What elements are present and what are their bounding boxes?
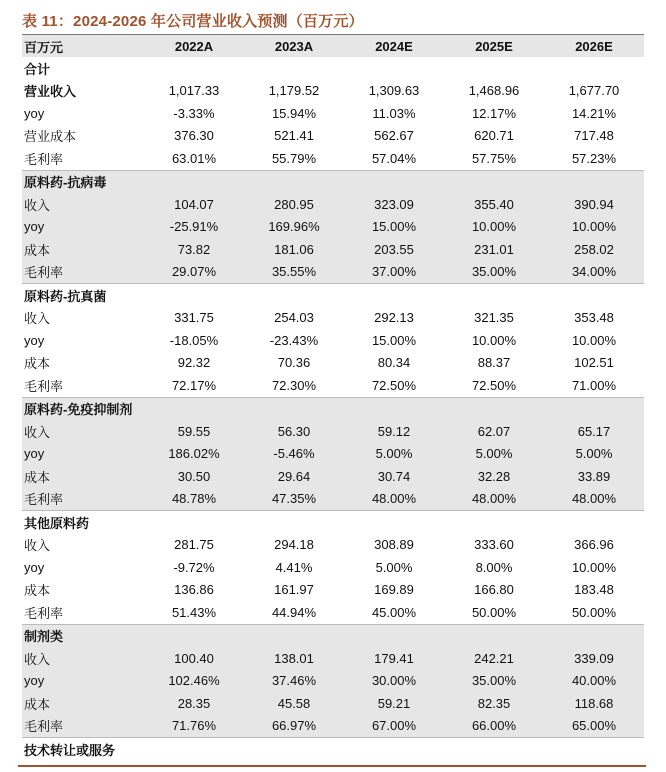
table-header-row <box>22 34 644 57</box>
row-value: 37.00% <box>371 264 417 280</box>
row-value: 102.51 <box>574 355 614 371</box>
row-value: 280.95 <box>274 196 314 212</box>
header-2025e: 2025E <box>475 38 513 54</box>
row-value: 28.35 <box>177 695 211 711</box>
row-value: 562.67 <box>374 128 414 144</box>
row-value: 48.00% <box>371 491 417 507</box>
header-unit: 百万元 <box>24 39 64 55</box>
section-name: 技术转让或服务 <box>24 742 116 758</box>
row-value: 179.41 <box>374 650 414 666</box>
table-row <box>22 216 644 239</box>
row-value: 242.21 <box>474 650 514 666</box>
table-row <box>22 420 644 443</box>
header-2023a: 2023A <box>274 38 314 54</box>
row-value: 55.79% <box>271 150 317 166</box>
row-value: 29.64 <box>277 468 311 484</box>
row-value: 104.07 <box>174 196 214 212</box>
row-value: 203.55 <box>374 241 414 257</box>
row-value: 66.00% <box>471 718 517 734</box>
section-header-row <box>22 737 644 761</box>
section-name: 原料药-免疫抑制剂 <box>24 402 133 418</box>
row-value: 169.89 <box>374 582 414 598</box>
row-value: 15.00% <box>371 219 417 235</box>
row-value: 1,179.52 <box>268 83 320 99</box>
header-2026e: 2026E <box>575 38 613 54</box>
row-value: 29.07% <box>171 264 217 280</box>
table-row <box>22 125 644 148</box>
row-value: 12.17% <box>471 105 517 121</box>
row-value: 30.74 <box>377 468 411 484</box>
section-header-row <box>22 624 644 648</box>
row-value: -3.33% <box>173 105 215 121</box>
row-value: 5.00% <box>475 446 513 462</box>
row-value: 50.00% <box>571 604 617 620</box>
row-value: 57.23% <box>571 150 617 166</box>
row-value: 323.09 <box>374 196 414 212</box>
table-row <box>22 692 644 715</box>
row-value: 521.41 <box>274 128 314 144</box>
section-name: 制剂类 <box>24 629 64 645</box>
row-value: 4.41% <box>275 559 313 575</box>
row-value: 8.00% <box>475 559 513 575</box>
row-label: 毛利率 <box>24 719 64 735</box>
row-value: 70.36 <box>277 355 311 371</box>
row-value: 48.00% <box>471 491 517 507</box>
row-value: 166.80 <box>474 582 514 598</box>
row-label: 收入 <box>24 651 51 667</box>
section-name: 其他原料药 <box>24 515 90 531</box>
row-value: 59.55 <box>177 423 211 439</box>
row-value: 376.30 <box>174 128 214 144</box>
row-value: 5.00% <box>375 446 413 462</box>
row-value: 57.04% <box>371 150 417 166</box>
row-value: 5.00% <box>575 446 613 462</box>
row-value: -5.46% <box>273 446 315 462</box>
table-row <box>22 534 644 557</box>
header-2024e: 2024E <box>375 38 413 54</box>
row-value: 71.76% <box>171 718 217 734</box>
row-value: 72.50% <box>471 377 517 393</box>
row-value: 56.30 <box>277 423 311 439</box>
row-value: 294.18 <box>274 537 314 553</box>
row-value: 57.75% <box>471 150 517 166</box>
row-label: 收入 <box>24 197 51 213</box>
row-label: yoy <box>24 332 45 348</box>
row-value: 169.96% <box>268 219 320 235</box>
row-label: 营业成本 <box>24 129 77 145</box>
row-label: 成本 <box>24 356 51 372</box>
row-value: 1,017.33 <box>168 83 220 99</box>
row-label: 毛利率 <box>24 265 64 281</box>
table-row <box>22 670 644 693</box>
row-value: 72.17% <box>171 377 217 393</box>
section-name: 合计 <box>24 61 51 77</box>
table-row <box>22 147 644 170</box>
row-value: 186.02% <box>168 446 220 462</box>
row-value: 10.00% <box>471 332 517 348</box>
table-row <box>22 238 644 261</box>
table-row <box>22 193 644 216</box>
row-value: 1,309.63 <box>368 83 420 99</box>
row-value: 32.28 <box>477 468 511 484</box>
row-value: 65.17 <box>577 423 611 439</box>
row-value: 37.46% <box>271 673 317 689</box>
row-value: 44.94% <box>271 604 317 620</box>
row-value: 390.94 <box>574 196 614 212</box>
row-label: 毛利率 <box>24 492 64 508</box>
table-body <box>22 57 644 761</box>
row-value: 118.68 <box>574 695 614 711</box>
row-value: 35.00% <box>471 673 517 689</box>
table-row <box>22 307 644 330</box>
table-row <box>22 80 644 103</box>
row-label: yoy <box>24 446 45 462</box>
section-header-row <box>22 170 644 194</box>
row-label: 收入 <box>24 311 51 327</box>
row-value: 88.37 <box>477 355 511 371</box>
row-label: 成本 <box>24 696 51 712</box>
table-row <box>22 261 644 284</box>
row-value: 10.00% <box>571 219 617 235</box>
table-row <box>22 443 644 466</box>
row-value: 33.89 <box>577 468 611 484</box>
row-value: -18.05% <box>169 332 219 348</box>
table-row <box>22 352 644 375</box>
row-value: 281.75 <box>174 537 214 553</box>
row-label: 毛利率 <box>24 151 64 167</box>
row-value: 50.00% <box>471 604 517 620</box>
row-value: 10.00% <box>571 332 617 348</box>
row-value: -23.43% <box>269 332 319 348</box>
row-value: 30.50 <box>177 468 211 484</box>
row-value: 100.40 <box>174 650 214 666</box>
row-value: 11.03% <box>372 105 416 121</box>
section-header-row <box>22 510 644 534</box>
table-row <box>22 374 644 397</box>
row-value: 59.12 <box>377 423 411 439</box>
row-value: 30.00% <box>371 673 417 689</box>
row-value: 45.58 <box>277 695 311 711</box>
section-header-row <box>22 57 644 80</box>
row-value: 183.48 <box>574 582 614 598</box>
row-value: 45.00% <box>371 604 417 620</box>
row-value: 353.48 <box>574 310 614 326</box>
section-name: 原料药-抗真菌 <box>24 288 107 304</box>
row-value: 62.07 <box>477 423 511 439</box>
row-value: 80.34 <box>377 355 411 371</box>
table-row <box>22 715 644 738</box>
row-label: 收入 <box>24 538 51 554</box>
row-value: 1,468.96 <box>468 83 520 99</box>
row-value: 65.00% <box>571 718 617 734</box>
section-header-row <box>22 283 644 307</box>
row-value: 35.55% <box>271 264 317 280</box>
row-value: 1,677.70 <box>568 83 620 99</box>
row-value: 51.43% <box>171 604 217 620</box>
row-value: 47.35% <box>271 491 317 507</box>
row-value: 92.32 <box>177 355 211 371</box>
forecast-table <box>22 34 644 761</box>
table-row <box>22 556 644 579</box>
row-value: 35.00% <box>471 264 517 280</box>
row-value: 181.06 <box>274 241 314 257</box>
row-value: 717.48 <box>574 128 614 144</box>
row-value: 73.82 <box>177 241 211 257</box>
table-row <box>22 579 644 602</box>
row-value: -25.91% <box>169 219 219 235</box>
row-value: 620.71 <box>474 128 514 144</box>
row-value: 138.01 <box>274 650 314 666</box>
row-value: 258.02 <box>574 241 614 257</box>
row-value: 71.00% <box>571 377 617 393</box>
row-label: 收入 <box>24 424 51 440</box>
section-name: 原料药-抗病毒 <box>24 175 107 191</box>
row-label: 成本 <box>24 469 51 485</box>
row-value: -9.72% <box>173 559 215 575</box>
row-value: 82.35 <box>477 695 511 711</box>
row-value: 321.35 <box>474 310 514 326</box>
row-value: 331.75 <box>174 310 214 326</box>
row-value: 15.00% <box>371 332 417 348</box>
row-value: 5.00% <box>375 559 413 575</box>
table-row <box>22 488 644 511</box>
row-label: yoy <box>24 673 45 689</box>
row-label: yoy <box>24 559 45 575</box>
row-value: 72.30% <box>271 377 317 393</box>
row-value: 63.01% <box>171 150 217 166</box>
row-value: 10.00% <box>471 219 517 235</box>
table-title: 表 11：2024-2026 年公司营业收入预测（百万元） <box>22 13 364 30</box>
row-label: yoy <box>24 105 45 121</box>
table-row <box>22 465 644 488</box>
row-value: 161.97 <box>274 582 314 598</box>
bottom-rule <box>18 765 646 767</box>
row-value: 102.46% <box>168 673 220 689</box>
row-label: 成本 <box>24 242 51 258</box>
row-value: 254.03 <box>274 310 314 326</box>
row-value: 67.00% <box>371 718 417 734</box>
row-value: 72.50% <box>371 377 417 393</box>
row-value: 308.89 <box>374 537 414 553</box>
table-row <box>22 329 644 352</box>
row-value: 15.94% <box>271 105 317 121</box>
section-header-row <box>22 397 644 421</box>
row-value: 366.96 <box>574 537 614 553</box>
row-label: 毛利率 <box>24 605 64 621</box>
row-value: 48.00% <box>571 491 617 507</box>
row-label: yoy <box>24 219 45 235</box>
row-value: 339.09 <box>574 650 614 666</box>
header-2022a: 2022A <box>174 38 214 54</box>
row-value: 40.00% <box>571 673 617 689</box>
row-value: 231.01 <box>474 241 514 257</box>
row-label: 营业收入 <box>24 84 77 100</box>
table-row <box>22 102 644 125</box>
row-label: 成本 <box>24 583 51 599</box>
row-value: 10.00% <box>571 559 617 575</box>
row-value: 292.13 <box>374 310 414 326</box>
table-row <box>22 601 644 624</box>
row-value: 34.00% <box>571 264 617 280</box>
row-value: 59.21 <box>377 695 411 711</box>
row-value: 333.60 <box>474 537 514 553</box>
row-label: 毛利率 <box>24 378 64 394</box>
row-value: 136.86 <box>174 582 214 598</box>
row-value: 355.40 <box>474 196 514 212</box>
row-value: 14.21% <box>571 105 617 121</box>
row-value: 66.97% <box>271 718 317 734</box>
row-value: 48.78% <box>171 491 217 507</box>
table-row <box>22 647 644 670</box>
